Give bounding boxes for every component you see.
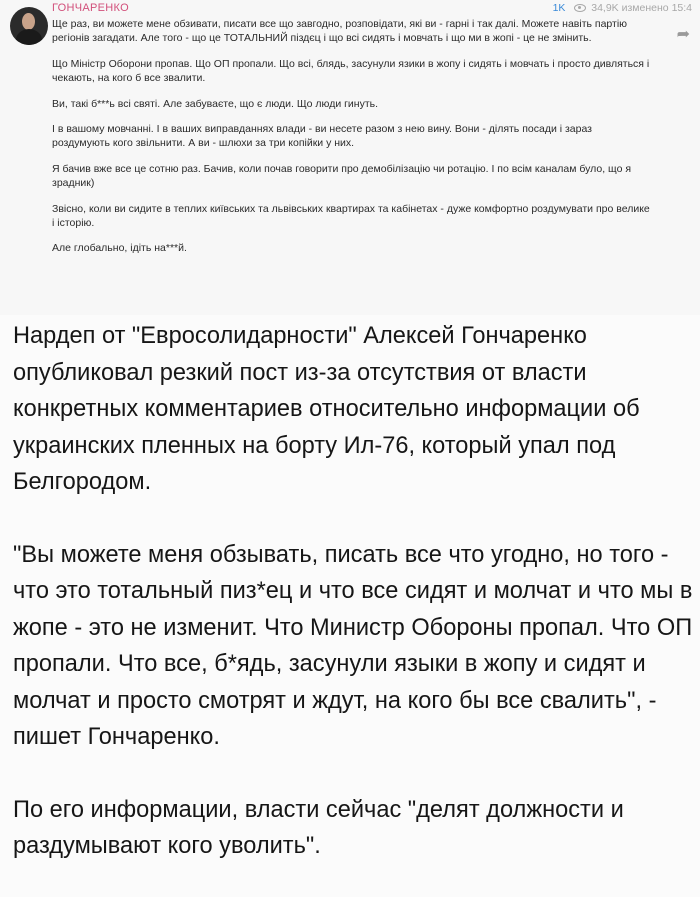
post-body: [52, 17, 652, 256]
post-time: 15:4: [671, 2, 692, 14]
post-paragraph: Що Міністр Оборони пропав. Що ОП пропали. Що всі, блядь, засунули язики в жопу і сидять і мовчать і просто дивляться і чекають, на кого б все звалити.: [52, 57, 650, 85]
reactions-count[interactable]: 1K: [552, 2, 566, 14]
channel-name[interactable]: ГОНЧАРЕНКО: [52, 2, 129, 14]
eye-icon: [574, 4, 586, 12]
views-count: 34,9K: [591, 2, 619, 14]
article-paragraph: Нардеп от "Евросолидарности" Алексей Гончаренко опубликовал резкий пост из-за отсутствия от власти конкретных комментариев относительно информации об украинских пленных на борту Ил-76, который упал под Белгородом.: [13, 323, 640, 495]
channel-avatar[interactable]: [10, 7, 48, 45]
post-paragraph: Ви, такі б***ь всі святі. Але забуваєте, що є люди. Що люди гинуть.: [52, 97, 379, 110]
post-meta: [553, 2, 692, 14]
post-paragraph: Ще раз, ви можете мене обзивати, писати все що завгодно, розповідати, які ви - гарні і так далі. Можете навіть партію регіонів загадати. Але того - що це ТОТАЛЬНИЙ піздєц і що всі сидять і мовчать і що ми в жопі - це не змінить.: [52, 18, 628, 45]
article-paragraph: "Вы можете меня обзывать, писать все что угодно, но того - что это тотальный пиз*ец и что все сидят и молчат и что мы в жопе - это не изменит. Что Министр Обороны пропал. Что ОП пропали. Что все, б*ядь, засунули языки в жопу и сидят и молчат и просто смотрят и ждут, на кого бы все свалить", - пишет Гончаренко.: [13, 541, 693, 750]
article-body: [13, 318, 693, 865]
post-paragraph: Я бачив вже все це сотню раз. Бачив, коли почав говорити про демобілізацію чи ротацію. І по всім каналам було, що я зрадник): [52, 162, 632, 190]
post-paragraph: І в вашому мовчанні. І в ваших виправданнях влади - ви несете разом з нею вину. Вони - ділять посади і зараз роздумують кого звільнити. А ви - шлюхи за три копійки у них.: [52, 123, 593, 150]
telegram-post-screenshot: [0, 0, 700, 315]
post-paragraph: Але глобально, ідіть на***й.: [52, 242, 187, 255]
edited-label: изменено: [621, 2, 669, 14]
article-paragraph: По его информации, власти сейчас "делят должности и раздумывают кого уволить".: [13, 796, 624, 859]
post-paragraph: Звісно, коли ви сидите в теплих київських та львівських квартирах та кабінетах - дуже комфортно роздумувати про велике і історію.: [52, 202, 650, 230]
share-icon[interactable]: ➦: [676, 26, 690, 43]
